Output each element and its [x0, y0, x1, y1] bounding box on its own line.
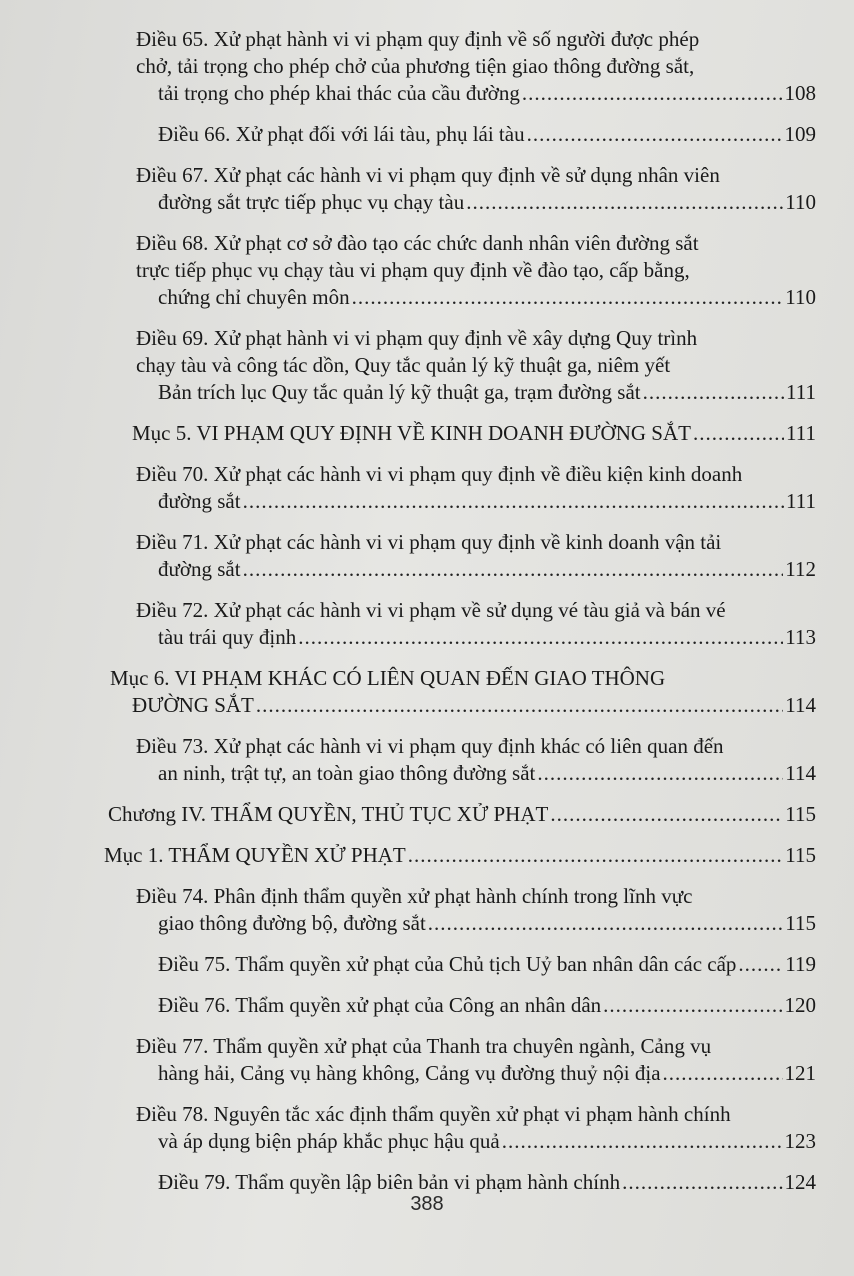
toc-entry-line: Điều 72. Xử phạt các hành vi vi phạm về sử dụng vé tàu giả và bán vé	[136, 598, 726, 622]
toc-entry-leader-row	[158, 951, 816, 978]
toc-entry-text: Mục 5. VI PHẠM QUY ĐỊNH VỀ KINH DOANH ĐƯỜNG SẮT	[132, 421, 691, 445]
dot-leader	[256, 692, 783, 719]
toc-entry-line: Điều 77. Thẩm quyền xử phạt của Thanh tra chuyên ngành, Cảng vụ	[136, 1034, 712, 1058]
toc-page-ref: 112	[785, 557, 816, 581]
toc-entry-line: Điều 68. Xử phạt cơ sở đào tạo các chức danh nhân viên đường sắt	[136, 231, 699, 255]
toc-entry-leader-row	[158, 488, 816, 515]
toc-entry	[0, 121, 854, 148]
dot-leader	[243, 556, 784, 583]
toc-entry-text: Điều 75. Thẩm quyền xử phạt của Chủ tịch Uỷ ban nhân dân các cấp	[158, 952, 737, 976]
dot-leader	[693, 420, 784, 447]
toc-entry-text: tải trọng cho phép khai thác của cầu đường	[158, 81, 520, 105]
dot-leader	[663, 1060, 783, 1087]
toc-entry	[0, 420, 854, 447]
toc-entry-leader-row	[158, 379, 816, 406]
toc-entry-line: Điều 78. Nguyên tắc xác định thẩm quyền xử phạt vi phạm hành chính	[136, 1102, 731, 1126]
toc-entry	[0, 992, 854, 1019]
toc-entry-leader-row	[158, 284, 816, 311]
toc-entry-leader-row	[158, 910, 816, 937]
toc-page-ref: 111	[786, 380, 816, 404]
toc-entry	[0, 230, 854, 311]
dot-leader	[428, 910, 783, 937]
toc-entry	[0, 883, 854, 937]
toc-entry	[0, 1101, 854, 1155]
toc-page-ref: 114	[785, 761, 816, 785]
toc-entry-leader-row	[158, 624, 816, 651]
dot-leader	[352, 284, 784, 311]
toc-entry-text: hàng hải, Cảng vụ hàng không, Cảng vụ đường thuỷ nội địa	[158, 1061, 661, 1085]
toc-page-ref: 124	[784, 1170, 816, 1194]
toc-entry-line: Điều 67. Xử phạt các hành vi vi phạm quy định về sử dụng nhân viên	[136, 163, 720, 187]
toc-page-ref: 111	[786, 489, 816, 513]
toc-entry-leader-row	[158, 121, 816, 148]
toc-page-ref: 114	[785, 693, 816, 717]
dot-leader	[622, 1169, 782, 1196]
toc-page-ref: 111	[786, 421, 816, 445]
toc-page-ref: 115	[785, 802, 816, 826]
toc-entry-leader-row	[158, 992, 816, 1019]
toc-entry-text: đường sắt	[158, 557, 241, 581]
dot-leader	[550, 801, 783, 828]
toc-page-ref: 119	[785, 952, 816, 976]
toc-entry-text: đường sắt trực tiếp phục vụ chạy tàu	[158, 190, 465, 214]
toc-page-ref: 113	[785, 625, 816, 649]
toc-entry	[0, 325, 854, 406]
toc-entry-line: chở, tải trọng cho phép chở của phương tiện giao thông đường sắt,	[136, 54, 695, 78]
toc-entry-text: Mục 1. THẨM QUYỀN XỬ PHẠT	[104, 843, 406, 867]
toc-entry	[0, 951, 854, 978]
toc-entry-text: ĐƯỜNG SẮT	[132, 693, 254, 717]
toc-entry	[0, 1033, 854, 1087]
toc-page-ref: 115	[785, 843, 816, 867]
dot-leader	[537, 760, 783, 787]
dot-leader	[298, 624, 783, 651]
toc-entry-text: an ninh, trật tự, an toàn giao thông đường sắt	[158, 761, 536, 785]
toc-entry-leader-row	[158, 189, 816, 216]
toc-entry-leader-row	[158, 1060, 816, 1087]
toc-entry-text: chứng chỉ chuyên môn	[158, 285, 350, 309]
toc-page-ref: 121	[784, 1061, 816, 1085]
toc-entry-line: Điều 65. Xử phạt hành vi vi phạm quy định về số người được phép	[136, 27, 700, 51]
toc-entry	[0, 461, 854, 515]
toc-entry-line: Mục 6. VI PHẠM KHÁC CÓ LIÊN QUAN ĐẾN GIAO THÔNG	[110, 666, 666, 690]
toc-page-ref: 109	[784, 122, 816, 146]
toc-entry-leader-row	[158, 1128, 816, 1155]
table-of-contents	[0, 26, 854, 1210]
toc-entry-leader-row	[132, 692, 816, 719]
toc-entry	[0, 162, 854, 216]
toc-entry-text: và áp dụng biện pháp khắc phục hậu quả	[158, 1129, 500, 1153]
toc-page-ref: 115	[785, 911, 816, 935]
toc-entry-line: Điều 73. Xử phạt các hành vi vi phạm quy định khác có liên quan đến	[136, 734, 724, 758]
dot-leader	[738, 951, 783, 978]
toc-entry-line: Điều 70. Xử phạt các hành vi vi phạm quy định về điều kiện kinh doanh	[136, 462, 743, 486]
toc-entry	[0, 801, 854, 828]
toc-entry	[0, 842, 854, 869]
toc-entry-line: chạy tàu và công tác dồn, Quy tắc quản lý kỹ thuật ga, niêm yết	[136, 353, 671, 377]
toc-entry-leader-row	[158, 556, 816, 583]
toc-entry-leader-row	[132, 420, 816, 447]
toc-entry-leader-row	[104, 842, 816, 869]
toc-entry-line: Điều 71. Xử phạt các hành vi vi phạm quy định về kinh doanh vận tải	[136, 530, 722, 554]
toc-entry-line: Điều 74. Phân định thẩm quyền xử phạt hành chính trong lĩnh vực	[136, 884, 693, 908]
toc-entry-line: trực tiếp phục vụ chạy tàu vi phạm quy định về đào tạo, cấp bằng,	[136, 258, 690, 282]
toc-entry-leader-row	[158, 1169, 816, 1196]
toc-entry	[0, 733, 854, 787]
toc-entry-text: Bản trích lục Quy tắc quản lý kỹ thuật ga, trạm đường sắt	[158, 380, 641, 404]
toc-entry-text: tàu trái quy định	[158, 625, 297, 649]
toc-entry-leader-row	[158, 760, 816, 787]
toc-entry-text: Điều 66. Xử phạt đối với lái tàu, phụ lái tàu	[158, 122, 525, 146]
toc-page-ref: 123	[784, 1129, 816, 1153]
dot-leader	[603, 992, 782, 1019]
toc-page-ref: 110	[785, 190, 816, 214]
dot-leader	[527, 121, 783, 148]
toc-entry-text: đường sắt	[158, 489, 241, 513]
toc-entry-text: Chương IV. THẨM QUYỀN, THỦ TỤC XỬ PHẠT	[108, 802, 549, 826]
toc-entry-leader-row	[158, 80, 816, 107]
toc-entry	[0, 26, 854, 107]
dot-leader	[408, 842, 784, 869]
dot-leader	[502, 1128, 783, 1155]
page-number: 388	[410, 1193, 444, 1215]
toc-entry-text: Điều 79. Thẩm quyền lập biên bản vi phạm hành chính	[158, 1170, 621, 1194]
toc-page-ref: 120	[784, 993, 816, 1017]
toc-entry-text: Điều 76. Thẩm quyền xử phạt của Công an nhân dân	[158, 993, 602, 1017]
dot-leader	[522, 80, 783, 107]
toc-page-ref: 108	[784, 81, 816, 105]
toc-entry	[0, 529, 854, 583]
dot-leader	[243, 488, 784, 515]
toc-entry	[0, 1169, 854, 1196]
toc-entry	[0, 597, 854, 651]
toc-entry	[0, 665, 854, 719]
dot-leader	[466, 189, 783, 216]
toc-entry-text: giao thông đường bộ, đường sắt	[158, 911, 426, 935]
toc-entry-leader-row	[108, 801, 816, 828]
toc-entry-line: Điều 69. Xử phạt hành vi vi phạm quy định về xây dựng Quy trình	[136, 326, 698, 350]
toc-page-ref: 110	[785, 285, 816, 309]
dot-leader	[643, 379, 784, 406]
